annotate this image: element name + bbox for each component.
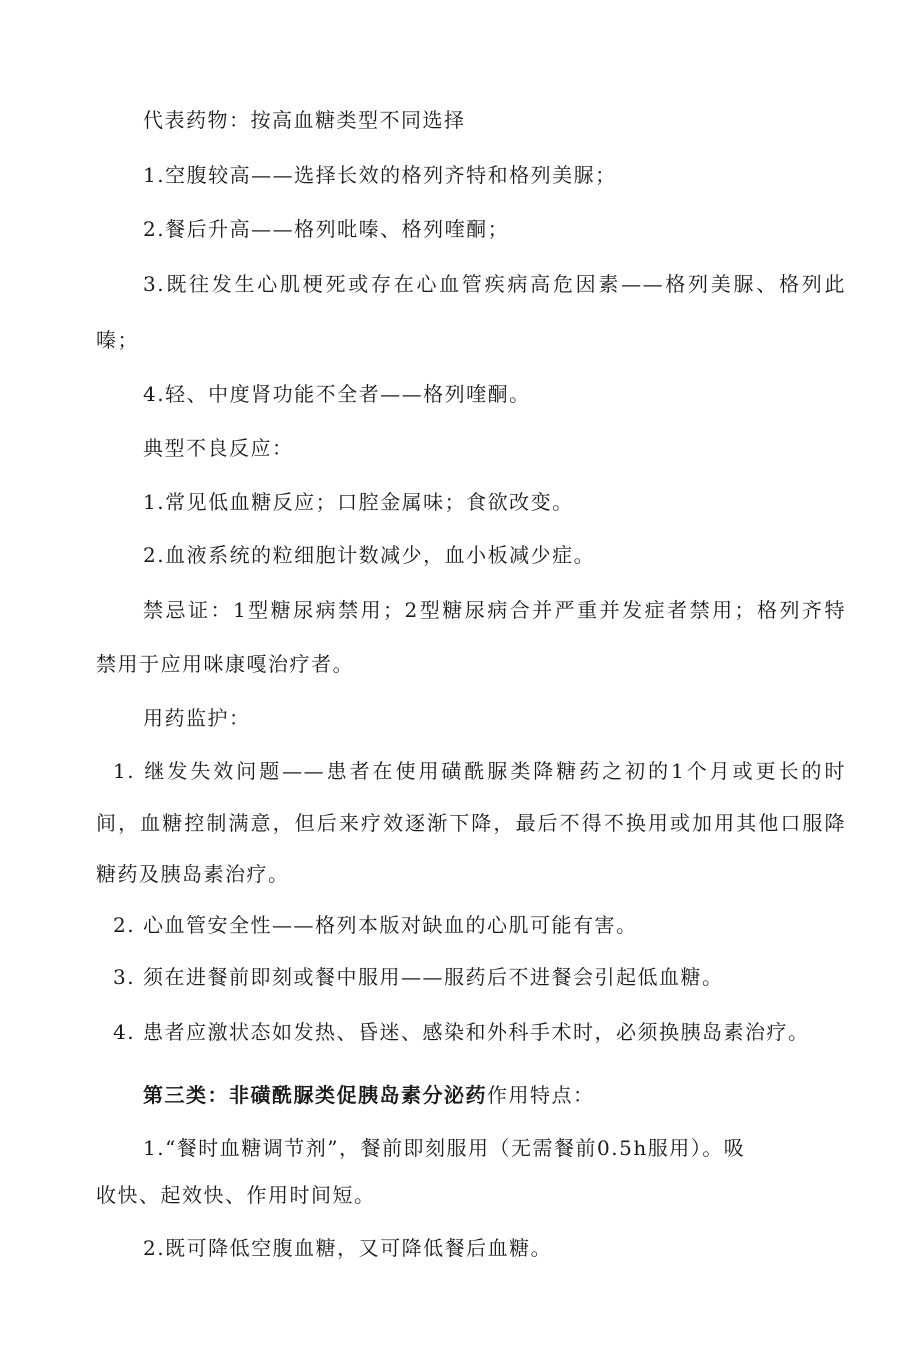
contraindication-line-1: 禁忌证：1型糖尿病禁用；2型糖尿病合并严重并发症者禁用；格列齐特 [143,598,846,622]
class3-suffix: 作用特点： [487,1083,595,1107]
monitor-item-1-line-2: 间，血糖控制满意，但后来疗效逐渐下降，最后不得不换用或加用其他口服降 [96,811,846,835]
monitor-item-1-line-3: 糖药及胰岛素治疗。 [96,862,290,886]
drugs-heading: 代表药物：按高血糖类型不同选择 [143,108,466,132]
class3-heading [143,1081,595,1109]
monitor-heading: 用药监护： [143,706,251,730]
feature-item-1-line-1: 1.“餐时血糖调节剂”，餐前即刻服用（无需餐前0.5h服用）。吸 [143,1136,746,1160]
adverse-item-1: 1.常见低血糖反应；口腔金属味；食欲改变。 [143,490,574,514]
adverse-heading: 典型不良反应： [143,436,294,460]
monitor-item-1-line-1: 1. 继发失效问题——患者在使用磺酰脲类降糖药之初的1个月或更长的时 [113,759,846,783]
drug-item-3-line-2: 嗪； [96,328,139,352]
feature-item-1-line-2: 收快、起效快、作用时间短。 [96,1183,376,1207]
contraindication-line-2: 禁用于应用咪康嘎治疗者。 [96,652,354,676]
monitor-item-4: 4. 患者应激状态如发热、昏迷、感染和外科手术时，必须换胰岛素治疗。 [113,1020,810,1044]
class3-title: 第三类：非磺酰脲类促胰岛素分泌药 [143,1083,487,1107]
drug-item-3-line-1: 3.既往发生心肌梗死或存在心血管疾病高危因素——格列美脲、格列此 [143,272,846,296]
drug-item-4: 4.轻、中度肾功能不全者——格列喹酮。 [143,382,531,406]
monitor-item-2: 2. 心血管安全性——格列本版对缺血的心肌可能有害。 [113,913,638,937]
adverse-item-2: 2.血液系统的粒细胞计数减少，血小板减少症。 [143,543,596,567]
drug-item-1: 1.空腹较高——选择长效的格列齐特和格列美脲； [143,163,617,187]
monitor-item-3: 3. 须在进餐前即刻或餐中服用——服药后不进餐会引起低血糖。 [113,965,724,989]
drug-item-2: 2.餐后升高——格列吡嗪、格列喹酮； [143,217,510,241]
feature-item-2: 2.既可降低空腹血糖，又可降低餐后血糖。 [143,1236,553,1260]
